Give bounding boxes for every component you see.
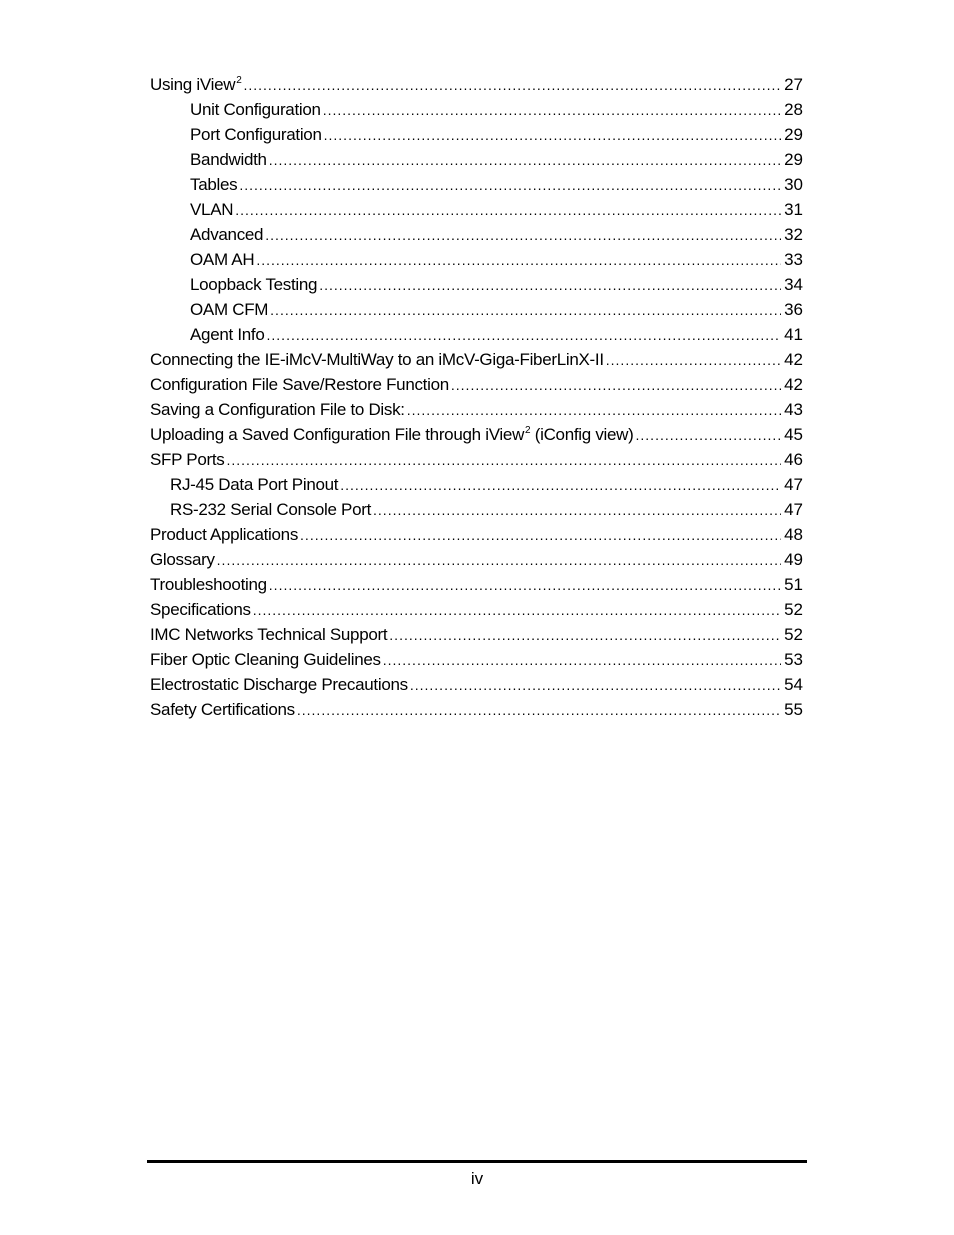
- toc-entry-title-text: Product Applications: [150, 525, 299, 544]
- toc-dot-leader: [235, 198, 781, 223]
- toc-entry-title-text: Specifications: [150, 600, 251, 619]
- toc-entry-title: [150, 347, 604, 372]
- toc-entry[interactable]: [150, 597, 803, 622]
- toc-entry[interactable]: [150, 372, 803, 397]
- toc-dot-leader: [265, 223, 781, 248]
- toc-entry-title: [190, 172, 237, 197]
- toc-entry-page: 52: [784, 625, 803, 644]
- toc-entry-page: 34: [784, 275, 803, 294]
- toc-entry-page: 42: [784, 350, 803, 369]
- toc-entry[interactable]: [150, 297, 803, 322]
- toc-entry-title: [150, 572, 267, 597]
- toc-entry[interactable]: [150, 122, 803, 147]
- toc-entry-title: [170, 472, 338, 497]
- toc-entry-page: 41: [784, 325, 803, 344]
- toc-entry-title-text: Connecting the IE-iMcV-MultiWay to an iMcV-Giga-FiberLinX-II: [150, 350, 604, 369]
- toc-entry[interactable]: [150, 697, 803, 722]
- toc-entry-title-suffix: (iConfig view): [530, 425, 634, 444]
- table-of-contents: [150, 72, 803, 722]
- toc-entry-title: [190, 297, 268, 322]
- toc-entry-title-text: Advanced: [190, 225, 264, 244]
- toc-dot-leader: [270, 298, 781, 323]
- toc-entry-title-text: Using iView: [150, 75, 236, 94]
- toc-entry-title: [150, 672, 408, 697]
- toc-entry-page: 47: [784, 500, 803, 519]
- toc-entry-title-text: RJ-45 Data Port Pinout: [170, 475, 339, 494]
- toc-dot-leader: [636, 423, 781, 448]
- toc-entry-page: 51: [784, 575, 803, 594]
- toc-entry-title: [150, 447, 224, 472]
- toc-entry-title: [190, 247, 254, 272]
- toc-entry-title-text: Tables: [190, 175, 238, 194]
- toc-entry-title-text: OAM CFM: [190, 300, 269, 319]
- toc-entry-title-text: Port Configuration: [190, 125, 322, 144]
- toc-entry-page: 33: [784, 250, 803, 269]
- toc-entry[interactable]: [150, 422, 803, 447]
- toc-entry-title-text: Configuration File Save/Restore Function: [150, 375, 449, 394]
- toc-entry-page: 28: [784, 100, 803, 119]
- toc-dot-leader: [407, 398, 781, 423]
- toc-entry-title: [150, 522, 298, 547]
- toc-entry[interactable]: [150, 522, 803, 547]
- toc-entry-page: 36: [784, 300, 803, 319]
- toc-entry-title: [190, 147, 267, 172]
- toc-dot-leader: [239, 173, 781, 198]
- toc-dot-leader: [269, 573, 781, 598]
- toc-entry-title-text: Fiber Optic Cleaning Guidelines: [150, 650, 381, 669]
- toc-entry[interactable]: [150, 222, 803, 247]
- toc-entry-page: 48: [784, 525, 803, 544]
- toc-entry[interactable]: [150, 322, 803, 347]
- toc-entry-title-text: RS-232 Serial Console Port: [170, 500, 372, 519]
- toc-dot-leader: [324, 123, 781, 148]
- toc-entry-page: 46: [784, 450, 803, 469]
- toc-entry-title-text: SFP Ports: [150, 450, 225, 469]
- toc-entry[interactable]: [150, 547, 803, 572]
- toc-entry-title-text: IMC Networks Technical Support: [150, 625, 388, 644]
- toc-entry-page: 47: [784, 475, 803, 494]
- toc-entry[interactable]: [150, 247, 803, 272]
- toc-entry-title: [150, 547, 215, 572]
- toc-entry-title: [150, 597, 251, 622]
- toc-entry[interactable]: [150, 447, 803, 472]
- toc-entry[interactable]: [150, 472, 803, 497]
- toc-entry[interactable]: [150, 72, 803, 97]
- toc-entry[interactable]: [150, 672, 803, 697]
- toc-dot-leader: [300, 523, 781, 548]
- toc-entry-title-text: Saving a Configuration File to Disk:: [150, 400, 405, 419]
- toc-entry-superscript: 2: [236, 75, 242, 87]
- toc-entry-title-text: VLAN: [190, 200, 234, 219]
- toc-entry-page: 45: [784, 425, 803, 444]
- toc-entry-title: [150, 697, 295, 722]
- toc-entry-title-text: Uploading a Saved Configuration File through iView: [150, 425, 525, 444]
- toc-dot-leader: [256, 248, 781, 273]
- toc-entry[interactable]: [150, 97, 803, 122]
- toc-entry-title: [150, 422, 634, 447]
- toc-entry-title: [150, 372, 449, 397]
- toc-entry[interactable]: [150, 497, 803, 522]
- toc-entry-page: 27: [784, 75, 803, 94]
- toc-dot-leader: [410, 673, 781, 698]
- toc-entry-title: [190, 322, 265, 347]
- toc-dot-leader: [323, 98, 781, 123]
- toc-entry-superscript: 2: [525, 425, 531, 437]
- toc-entry-title-text: Glossary: [150, 550, 215, 569]
- toc-entry[interactable]: [150, 647, 803, 672]
- page-number: iv: [470, 1169, 484, 1188]
- toc-entry-title: [190, 122, 322, 147]
- toc-entry-page: 49: [784, 550, 803, 569]
- toc-entry-page: 29: [784, 125, 803, 144]
- toc-entry[interactable]: [150, 347, 803, 372]
- toc-entry[interactable]: [150, 572, 803, 597]
- toc-entry-title: [150, 647, 381, 672]
- toc-entry-page: 54: [784, 675, 803, 694]
- toc-dot-leader: [451, 373, 781, 398]
- toc-dot-leader: [243, 73, 781, 98]
- toc-entry[interactable]: [150, 397, 803, 422]
- toc-entry-page: 55: [784, 700, 803, 719]
- toc-entry[interactable]: [150, 172, 803, 197]
- toc-entry-page: 52: [784, 600, 803, 619]
- toc-entry-title: [150, 72, 241, 97]
- toc-entry-title: [150, 622, 387, 647]
- toc-entry-page: 32: [784, 225, 803, 244]
- toc-entry[interactable]: [150, 197, 803, 222]
- toc-dot-leader: [606, 348, 781, 373]
- toc-entry[interactable]: [150, 147, 803, 172]
- toc-entry-title-text: Troubleshooting: [150, 575, 267, 594]
- toc-entry-title: [190, 97, 321, 122]
- toc-entry[interactable]: [150, 272, 803, 297]
- toc-entry-page: 43: [784, 400, 803, 419]
- toc-entry-title-text: Agent Info: [190, 325, 265, 344]
- footer-rule: [147, 1160, 807, 1163]
- toc-dot-leader: [267, 323, 781, 348]
- toc-entry-title-text: Unit Configuration: [190, 100, 321, 119]
- toc-dot-leader: [319, 273, 781, 298]
- toc-entry-page: 29: [784, 150, 803, 169]
- toc-entry-page: 53: [784, 650, 803, 669]
- toc-dot-leader: [297, 698, 781, 723]
- toc-entry-title-text: OAM AH: [190, 250, 255, 269]
- toc-dot-leader: [373, 498, 781, 523]
- toc-entry-title: [150, 397, 405, 422]
- toc-entry-title-text: Electrostatic Discharge Precautions: [150, 675, 408, 694]
- toc-entry-title-text: Safety Certifications: [150, 700, 295, 719]
- toc-entry[interactable]: [150, 622, 803, 647]
- toc-entry-title: [190, 197, 233, 222]
- toc-dot-leader: [217, 548, 781, 573]
- toc-entry-title-text: Loopback Testing: [190, 275, 318, 294]
- toc-entry-title: [190, 272, 317, 297]
- toc-entry-title-text: Bandwidth: [190, 150, 267, 169]
- toc-dot-leader: [340, 473, 781, 498]
- toc-dot-leader: [383, 648, 781, 673]
- toc-entry-title: [190, 222, 263, 247]
- toc-entry-page: 42: [784, 375, 803, 394]
- toc-dot-leader: [389, 623, 781, 648]
- toc-entry-page: 31: [784, 200, 803, 219]
- toc-entry-title: [170, 497, 371, 522]
- toc-dot-leader: [253, 598, 781, 623]
- toc-entry-page: 30: [784, 175, 803, 194]
- toc-dot-leader: [269, 148, 781, 173]
- toc-dot-leader: [226, 448, 781, 473]
